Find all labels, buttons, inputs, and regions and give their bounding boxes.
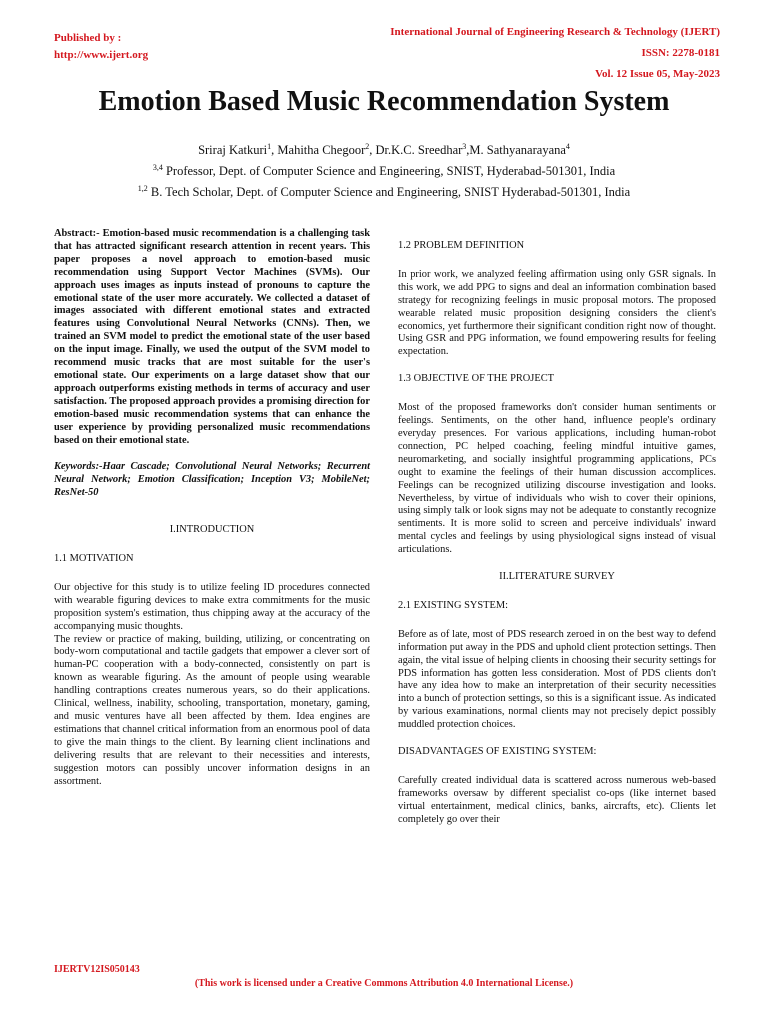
subsection-heading-disadvantages: DISADVANTAGES OF EXISTING SYSTEM: — [398, 746, 597, 758]
paper-title: Emotion Based Music Recommendation System — [98, 86, 670, 117]
author-sup: 4 — [565, 142, 570, 151]
author-name: Sriraj Katkuri — [198, 143, 268, 158]
abstract-text: Abstract:- Emotion-based music recommendation is a challenging task that has attracted significant research attention in recent years. This paper proposes a novel approach to emotion-based music recommendation using Support Vector Machines (SVMs). Our approach uses images as inputs instead of pronouns to capture the emotional state of the user more accurately. We collected a dataset of images associated with different emotional states and extracted features using Convolutional Neural Networks (CNNs). Then, we trained an SVM model to predict the emotional state of the user based on the input image. Finally, we used the output of the SVM model to recommend music tracks that are most suitable for the user's emotional state. Our experiments on a large dataset show that our approach outperforms existing methods in terms of accuracy and user satisfaction. The proposed approach provides a promising direction for emotion-based music recommendation systems that can enhance the user experience by providing personalized music recommendations based on their emotional state. — [54, 228, 370, 446]
keywords-text: :-Haar Cascade; Convolutional Neural Networks; Recurrent Neural Network; Emotion Classification; Inception V3; MobileNet; ResNet-50 — [54, 461, 370, 499]
paragraph-objective: Most of the proposed frameworks don't consider human sentiments or feelings. Sentiments, on the other hand, influence people's ordinary everyday presences. For various applications, including human-robot connection, PC helped coaching, feeling mindful intuitive games, neuromarketing, and socially insightful programming applications, PCs ought to examine the feelings of their human discussion accomplices. Feelings can be recognized utilizing discourse investigation and looks. Nevertheless, by virtue of individuals who wish to cover their opinions, using simply talk or look signs may not be adequate to constantly recognize sentiments. It is more solid to screen and perceive individuals' inward mental cycles and feelings by using physiological signs instead of visual articulations. — [398, 402, 716, 556]
journal-url-link[interactable]: http://www.ijert.org — [54, 49, 149, 61]
keywords-line — [54, 461, 370, 500]
affiliation-text: B. Tech Scholar, Dept. of Computer Science and Engineering, SNIST Hyderabad-501301, India — [150, 185, 631, 200]
affiliation-line — [0, 159, 768, 180]
paragraph-motivation-2: The review or practice of making, building, utilizing, or concentrating on body-worn computational and tactile gadgets that empower a clever sort of human-PC cooperation with a body-connected, consistently on part is known as wearable figuring. As the amount of people using wearable handling contraptions creates numerous years, so do their applications. Clinical, wellness, inability, schooling, transportation, monetary, gaming, and music ventures have all been affected by them. Idea engines are estimations that channel critical information from an enormous pool of data to give the main things to the client. By learning client inclinations and delivering results that are relevant to their necessities and interests, suggestion motors can possibly uncover information designs in an assortment. — [54, 633, 370, 787]
published-by-label: Published by : — [54, 32, 122, 44]
right-column — [398, 240, 716, 827]
author-list: Sriraj Katkuri$^1$, Mahitha Chegoor$^2$, Dr.K.C. Sreedhar$^3$,M. Sathyanarayana$^4$ — [198, 142, 570, 158]
paragraph-problem: In prior work, we analyzed feeling affirmation using only GSR signals. In this work, we add PPG to signs and deal an information combination based strategy for recognizing feelings in music proposal motors. The proposed wearable related music proposition designing considers the client's economics, yet furthermore their significant condition right now of thought. Using GSR and PPG information, we found empowering results for feeling expectation. — [398, 268, 716, 358]
author-name: M. Sathyanarayana — [469, 143, 566, 158]
left-column — [54, 228, 370, 788]
author-sup: 3 — [462, 142, 467, 151]
authors-block — [0, 138, 768, 201]
affiliation-sup: 1,2 — [137, 184, 148, 194]
paragraph-disadvantages: Carefully created individual data is scattered across numerous web-based frameworks oversaw by different specialist co-ops (like internet based virtual entertainment, medical clinics, banks, aircrafts, etc). Clients let completely go over their — [398, 775, 716, 825]
issn-label: ISSN: 2278-0181 — [641, 47, 720, 59]
paragraph-motivation-1: Our objective for this study is to utilize feeling ID procedures connected with wearable figuring devices to make extra commitments for the music proposition system's estimation, thus chipping away at the accuracy of the accompanying music thoughts. — [54, 581, 370, 632]
subsection-heading-motivation: 1.1 MOTIVATION — [54, 553, 134, 565]
author-sup: 2 — [365, 142, 370, 151]
publisher-block — [54, 30, 148, 64]
author-name: Dr.K.C. Sreedhar — [375, 143, 463, 158]
volume-label: Vol. 12 Issue 05, May-2023 — [595, 68, 720, 80]
journal-info-block — [390, 22, 720, 85]
subsection-heading-objective: 1.3 OBJECTIVE OF THE PROJECT — [398, 373, 554, 385]
section-heading-introduction: I.INTRODUCTION — [169, 524, 255, 536]
paragraph-existing: Before as of late, most of PDS research zeroed in on the best way to defend information put away in the PDS and uphold client protection settings. Then again, the vital issue of helping clients in choosing their security settings for PDS information has gotten less consideration. Most of PDS clients don't have any idea how to make an interpretation of their security necessities into a bunch of protection settings, so this is a significant issue. As indicated by various examinations, normal clients may not precisely depict possibly muddled protection choices. — [398, 628, 716, 731]
author-name: Mahitha Chegoor — [277, 143, 366, 158]
affiliation-line — [0, 180, 768, 201]
license-note: (This work is licensed under a Creative Commons Attribution 4.0 International License.) — [194, 978, 574, 989]
keywords-label: Keywords — [54, 461, 96, 473]
affiliation-sup: 3,4 — [152, 163, 163, 173]
subsection-heading-problem: 1.2 PROBLEM DEFINITION — [398, 240, 525, 251]
journal-name: International Journal of Engineering Research & Technology (IJERT) — [390, 26, 720, 38]
subsection-heading-existing: 2.1 EXISTING SYSTEM: — [398, 599, 508, 611]
author-sup: 1 — [267, 142, 272, 151]
section-heading-literature: II.LITERATURE SURVEY — [499, 571, 615, 583]
paper-id-label: IJERTV12IS050143 — [54, 964, 140, 975]
affiliation-text: Professor, Dept. of Computer Science and Engineering, SNIST, Hyderabad-501301, India — [165, 164, 616, 179]
